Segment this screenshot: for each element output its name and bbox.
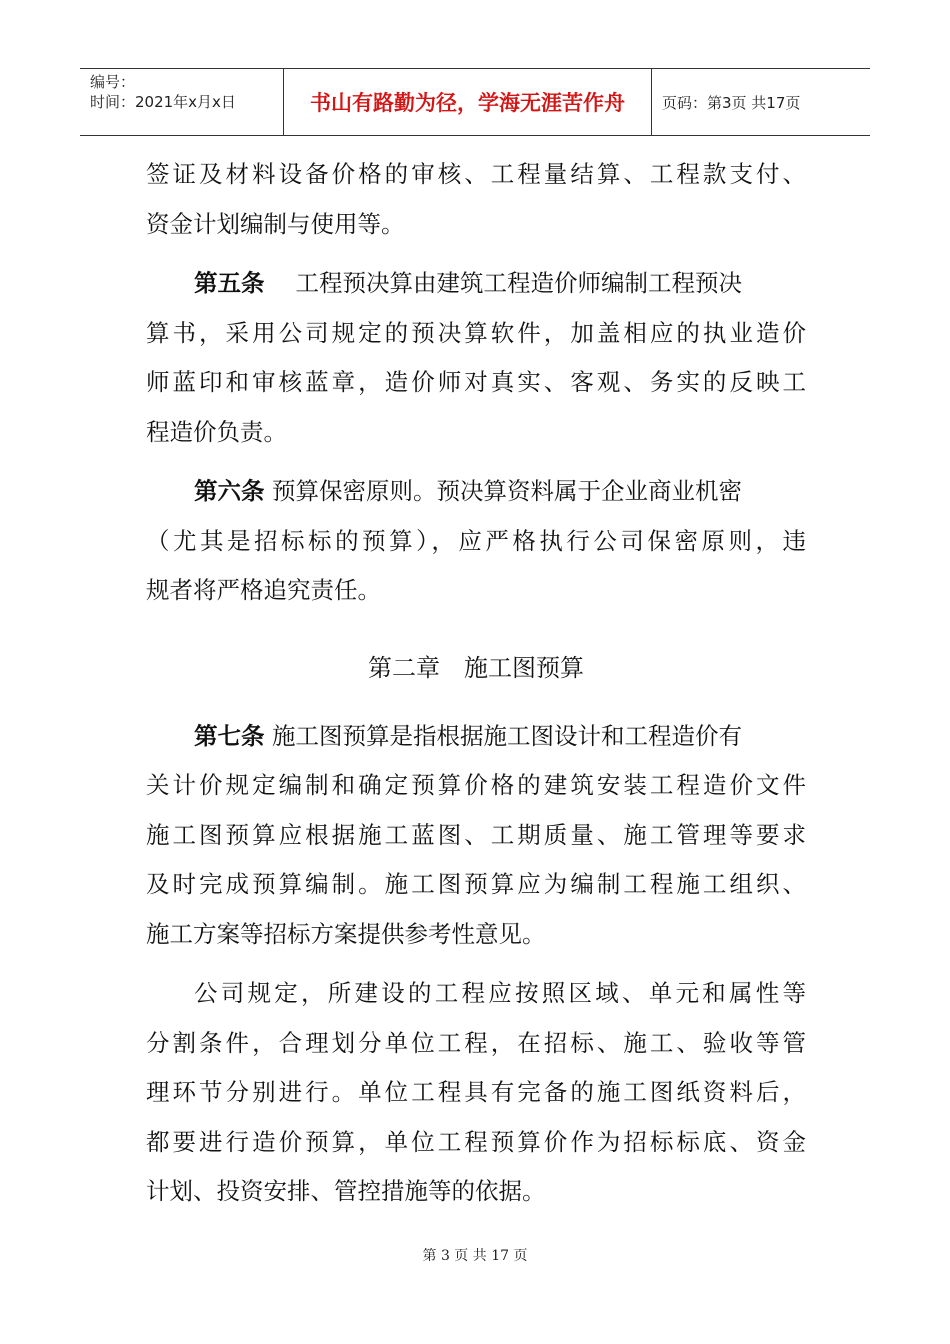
text-line: 公司规定，所建设的工程应按照区域、单元和属性等 (194, 979, 806, 1007)
article-title: 第七条 (194, 721, 265, 750)
header-meta (80, 69, 284, 135)
text-line: 及时完成预算编制。施工图预算应为编制工程施工组织、 (146, 870, 806, 898)
page-footer: 第 3 页 共 17 页 (422, 1248, 528, 1264)
text-line: 规者将严格追究责任。 (146, 576, 381, 604)
text-line: 签证及材料设备价格的审核、工程量结算、工程款支付、 (146, 160, 806, 188)
text-line: 程造价负责。 (146, 417, 287, 446)
text-line: 理环节分别进行。单位工程具有完备的施工图纸资料后， (146, 1078, 806, 1106)
article-title: 第六条 (194, 477, 265, 505)
document-time: 时间：2021年x月x日 (90, 93, 236, 111)
text-line: 施工方案等招标方案提供参考性意见。 (146, 919, 546, 948)
article-5 (146, 259, 806, 457)
chapter-heading: 第二章 施工图预算 (368, 653, 584, 682)
text-line: （尤其是招标标的预算），应严格执行公司保密原则，违 (146, 526, 806, 555)
paragraph-continuation (146, 150, 806, 249)
article-6 (146, 467, 806, 616)
article-title: 第五条 (194, 269, 265, 297)
text-line: 算书，采用公司规定的预决算软件，加盖相应的执业造价 (146, 318, 806, 347)
document-body (146, 150, 806, 1217)
text-line: 资金计划编制与使用等。 (146, 209, 405, 238)
article-text: 预算保密原则。预决算资料属于企业商业机密 (271, 477, 742, 505)
paragraph-company-rule (146, 969, 806, 1217)
text-line: 师蓝印和审核蓝章，造价师对真实、客观、务实的反映工 (146, 368, 806, 396)
text-line: 计划、投资安排、管控措施等的依据。 (146, 1177, 546, 1205)
text-line (146, 467, 806, 517)
text-line (146, 259, 806, 309)
document-number: 编号： (90, 73, 136, 91)
article-text: 工程预决算由建筑工程造价师编制工程预决 (295, 269, 742, 297)
article-text: 施工图预算是指根据施工图设计和工程造价有 (271, 721, 742, 750)
text-line: 都要进行造价预算，单位工程预算价作为招标标底、资金 (146, 1127, 806, 1156)
header-page-info: 页码：第3页 共17页 (662, 93, 801, 112)
text-line: 施工图预算应根据施工蓝图、工期质量、施工管理等要求 (146, 820, 806, 849)
text-line: 关计价规定编制和确定预算价格的建筑安装工程造价文件 (146, 771, 806, 799)
page-header (80, 68, 870, 136)
header-motto: 书山有路勤为径，学海无涯苦作舟 (284, 69, 652, 135)
text-line (146, 712, 806, 762)
text-line: 分割条件，合理划分单位工程，在招标、施工、验收等管 (146, 1028, 806, 1057)
article-7 (146, 712, 806, 960)
